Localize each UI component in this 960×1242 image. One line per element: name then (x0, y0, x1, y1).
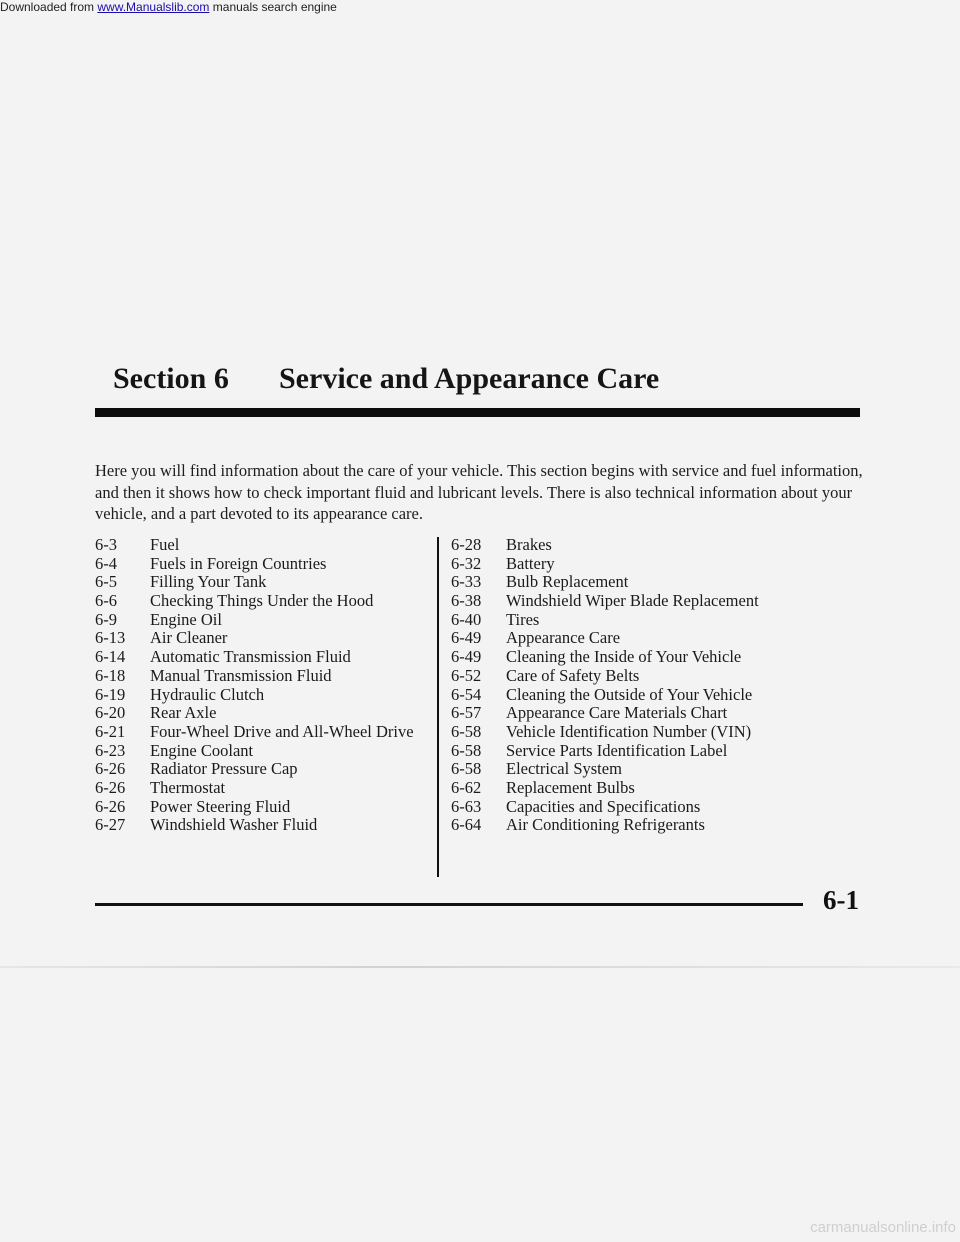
toc-page-number: 6-54 (451, 684, 482, 704)
toc-entry-title: Fuels in Foreign Countries (150, 553, 327, 573)
toc-page-number: 6-13 (95, 628, 126, 648)
toc-page-number: 6-32 (451, 553, 482, 573)
toc-entry-title: Electrical System (506, 759, 622, 779)
toc-page-number: 6-64 (451, 815, 482, 835)
toc-entry[interactable] (95, 742, 414, 761)
toc-page-number: 6-38 (451, 591, 482, 611)
toc-entry[interactable] (451, 816, 759, 835)
toc-page-number: 6-63 (451, 796, 482, 816)
toc-page-number: 6-33 (451, 572, 482, 592)
scan-edge (0, 966, 960, 968)
toc-entry-title: Appearance Care Materials Chart (506, 703, 728, 723)
toc-page-number: 6-49 (451, 647, 482, 667)
toc-entry-title: Checking Things Under the Hood (150, 591, 374, 611)
toc-entry-title: Hydraulic Clutch (150, 684, 265, 704)
toc-entry[interactable] (95, 629, 414, 648)
toc-entry-title: Radiator Pressure Cap (150, 759, 298, 779)
page-number: 6-1 (823, 885, 859, 915)
toc-page-number: 6-4 (95, 553, 117, 573)
toc-page-number: 6-26 (95, 777, 126, 797)
toc-page-number: 6-40 (451, 609, 482, 629)
manualslib-link[interactable]: www.Manualslib.com (97, 0, 210, 14)
toc-page-number: 6-26 (95, 796, 126, 816)
toc-entry-title: Windshield Wiper Blade Replacement (506, 591, 759, 611)
toc-entry-title: Cleaning the Outside of Your Vehicle (506, 684, 753, 704)
section-number: Section 6 (113, 362, 229, 395)
toc-entry-title: Four-Wheel Drive and All-Wheel Drive (150, 721, 414, 741)
toc-page-number: 6-21 (95, 721, 126, 741)
toc-page-number: 6-58 (451, 721, 482, 741)
toc-entry[interactable] (95, 536, 414, 555)
toc-page-number: 6-26 (95, 759, 126, 779)
toc-entry-title: Engine Coolant (150, 740, 254, 760)
toc-entry-title: Brakes (506, 535, 552, 554)
toc-entry-title: Tires (506, 609, 540, 629)
toc-page-number: 6-28 (451, 535, 482, 554)
toc-left-column (95, 536, 414, 835)
toc-entry[interactable] (95, 592, 414, 611)
toc-entry-title: Engine Oil (150, 609, 222, 629)
toc-entry-title: Air Cleaner (150, 628, 228, 648)
toc-entry-title: Service Parts Identification Label (506, 740, 728, 760)
toc-entry-title: Thermostat (150, 777, 226, 797)
toc-entry-title: Filling Your Tank (150, 572, 267, 592)
toc-entry-title: Rear Axle (150, 703, 217, 723)
toc-entry[interactable] (451, 611, 759, 630)
toc-page-number: 6-27 (95, 815, 126, 835)
toc-page-number: 6-58 (451, 740, 482, 760)
toc-page-number: 6-62 (451, 777, 482, 797)
toc-entry[interactable] (451, 648, 759, 667)
toc-entry-title: Windshield Washer Fluid (150, 815, 318, 835)
toc-entry[interactable] (451, 798, 759, 817)
toc-page-number: 6-18 (95, 665, 126, 685)
toc-right-column (451, 536, 759, 835)
toc-entry[interactable] (451, 779, 759, 798)
toc-page-number: 6-19 (95, 684, 126, 704)
toc-entry-title: Fuel (150, 535, 180, 554)
intro-paragraph: Here you will find information about the care of your vehicle. This section begins with service and fuel information, and then it shows how to check important fluid and lubricant levels. There is also technical information about your vehicle, and a part devoted to its appearance care. (95, 461, 863, 523)
toc-entry[interactable] (451, 686, 759, 705)
banner-suffix: manuals search engine (209, 0, 337, 14)
toc-entry[interactable] (95, 555, 414, 574)
toc-page-number: 6-58 (451, 759, 482, 779)
toc-entry[interactable] (95, 648, 414, 667)
toc-page-number: 6-49 (451, 628, 482, 648)
toc-entry[interactable] (95, 667, 414, 686)
toc-entry[interactable] (451, 723, 759, 742)
toc-entry[interactable] (451, 742, 759, 761)
toc-entry[interactable] (95, 611, 414, 630)
toc-entry[interactable] (95, 760, 414, 779)
title-rule (95, 408, 860, 417)
toc-page-number: 6-23 (95, 740, 126, 760)
toc-entry-title: Automatic Transmission Fluid (150, 647, 351, 667)
toc-page-number: 6-6 (95, 591, 117, 611)
toc-entry[interactable] (95, 779, 414, 798)
toc-entry-title: Vehicle Identification Number (VIN) (506, 721, 752, 741)
toc-page-number: 6-9 (95, 609, 117, 629)
toc-entry[interactable] (451, 629, 759, 648)
banner-prefix: Downloaded from (0, 0, 98, 14)
watermark-text: carmanualsonline.info (810, 1219, 956, 1236)
toc-entry[interactable] (95, 704, 414, 723)
toc-entry[interactable] (95, 686, 414, 705)
toc-entry[interactable] (451, 573, 759, 592)
toc-entry[interactable] (451, 536, 759, 555)
toc-entry-title: Power Steering Fluid (150, 796, 291, 816)
toc-entry-title: Bulb Replacement (506, 572, 629, 592)
toc-entry-title: Capacities and Specifications (506, 796, 701, 816)
toc-entry-title: Manual Transmission Fluid (150, 665, 332, 685)
toc-page-number: 6-20 (95, 703, 126, 723)
toc-entry-title: Appearance Care (506, 628, 621, 648)
toc-page-number: 6-57 (451, 703, 482, 723)
toc-entry[interactable] (95, 816, 414, 835)
toc-entry[interactable] (451, 667, 759, 686)
section-title: Service and Appearance Care (279, 362, 660, 395)
toc-page-number: 6-3 (95, 535, 117, 554)
toc-page-number: 6-14 (95, 647, 126, 667)
footer-rule (95, 903, 803, 906)
section-heading (113, 361, 659, 397)
toc-entry-title: Battery (506, 553, 555, 573)
toc-entry[interactable] (451, 704, 759, 723)
column-divider (437, 537, 439, 877)
toc-entry[interactable] (451, 555, 759, 574)
download-banner (0, 0, 337, 14)
toc-entry-title: Care of Safety Belts (506, 665, 640, 685)
toc-entry[interactable] (95, 798, 414, 817)
toc-entry[interactable] (451, 760, 759, 779)
toc-entry[interactable] (95, 723, 414, 742)
toc-entry-title: Air Conditioning Refrigerants (506, 815, 705, 835)
toc-entry-title: Cleaning the Inside of Your Vehicle (506, 647, 742, 667)
toc-entry-title: Replacement Bulbs (506, 777, 635, 797)
toc-page-number: 6-52 (451, 665, 482, 685)
toc-entry[interactable] (451, 592, 759, 611)
toc-entry[interactable] (95, 573, 414, 592)
toc-page-number: 6-5 (95, 572, 117, 592)
